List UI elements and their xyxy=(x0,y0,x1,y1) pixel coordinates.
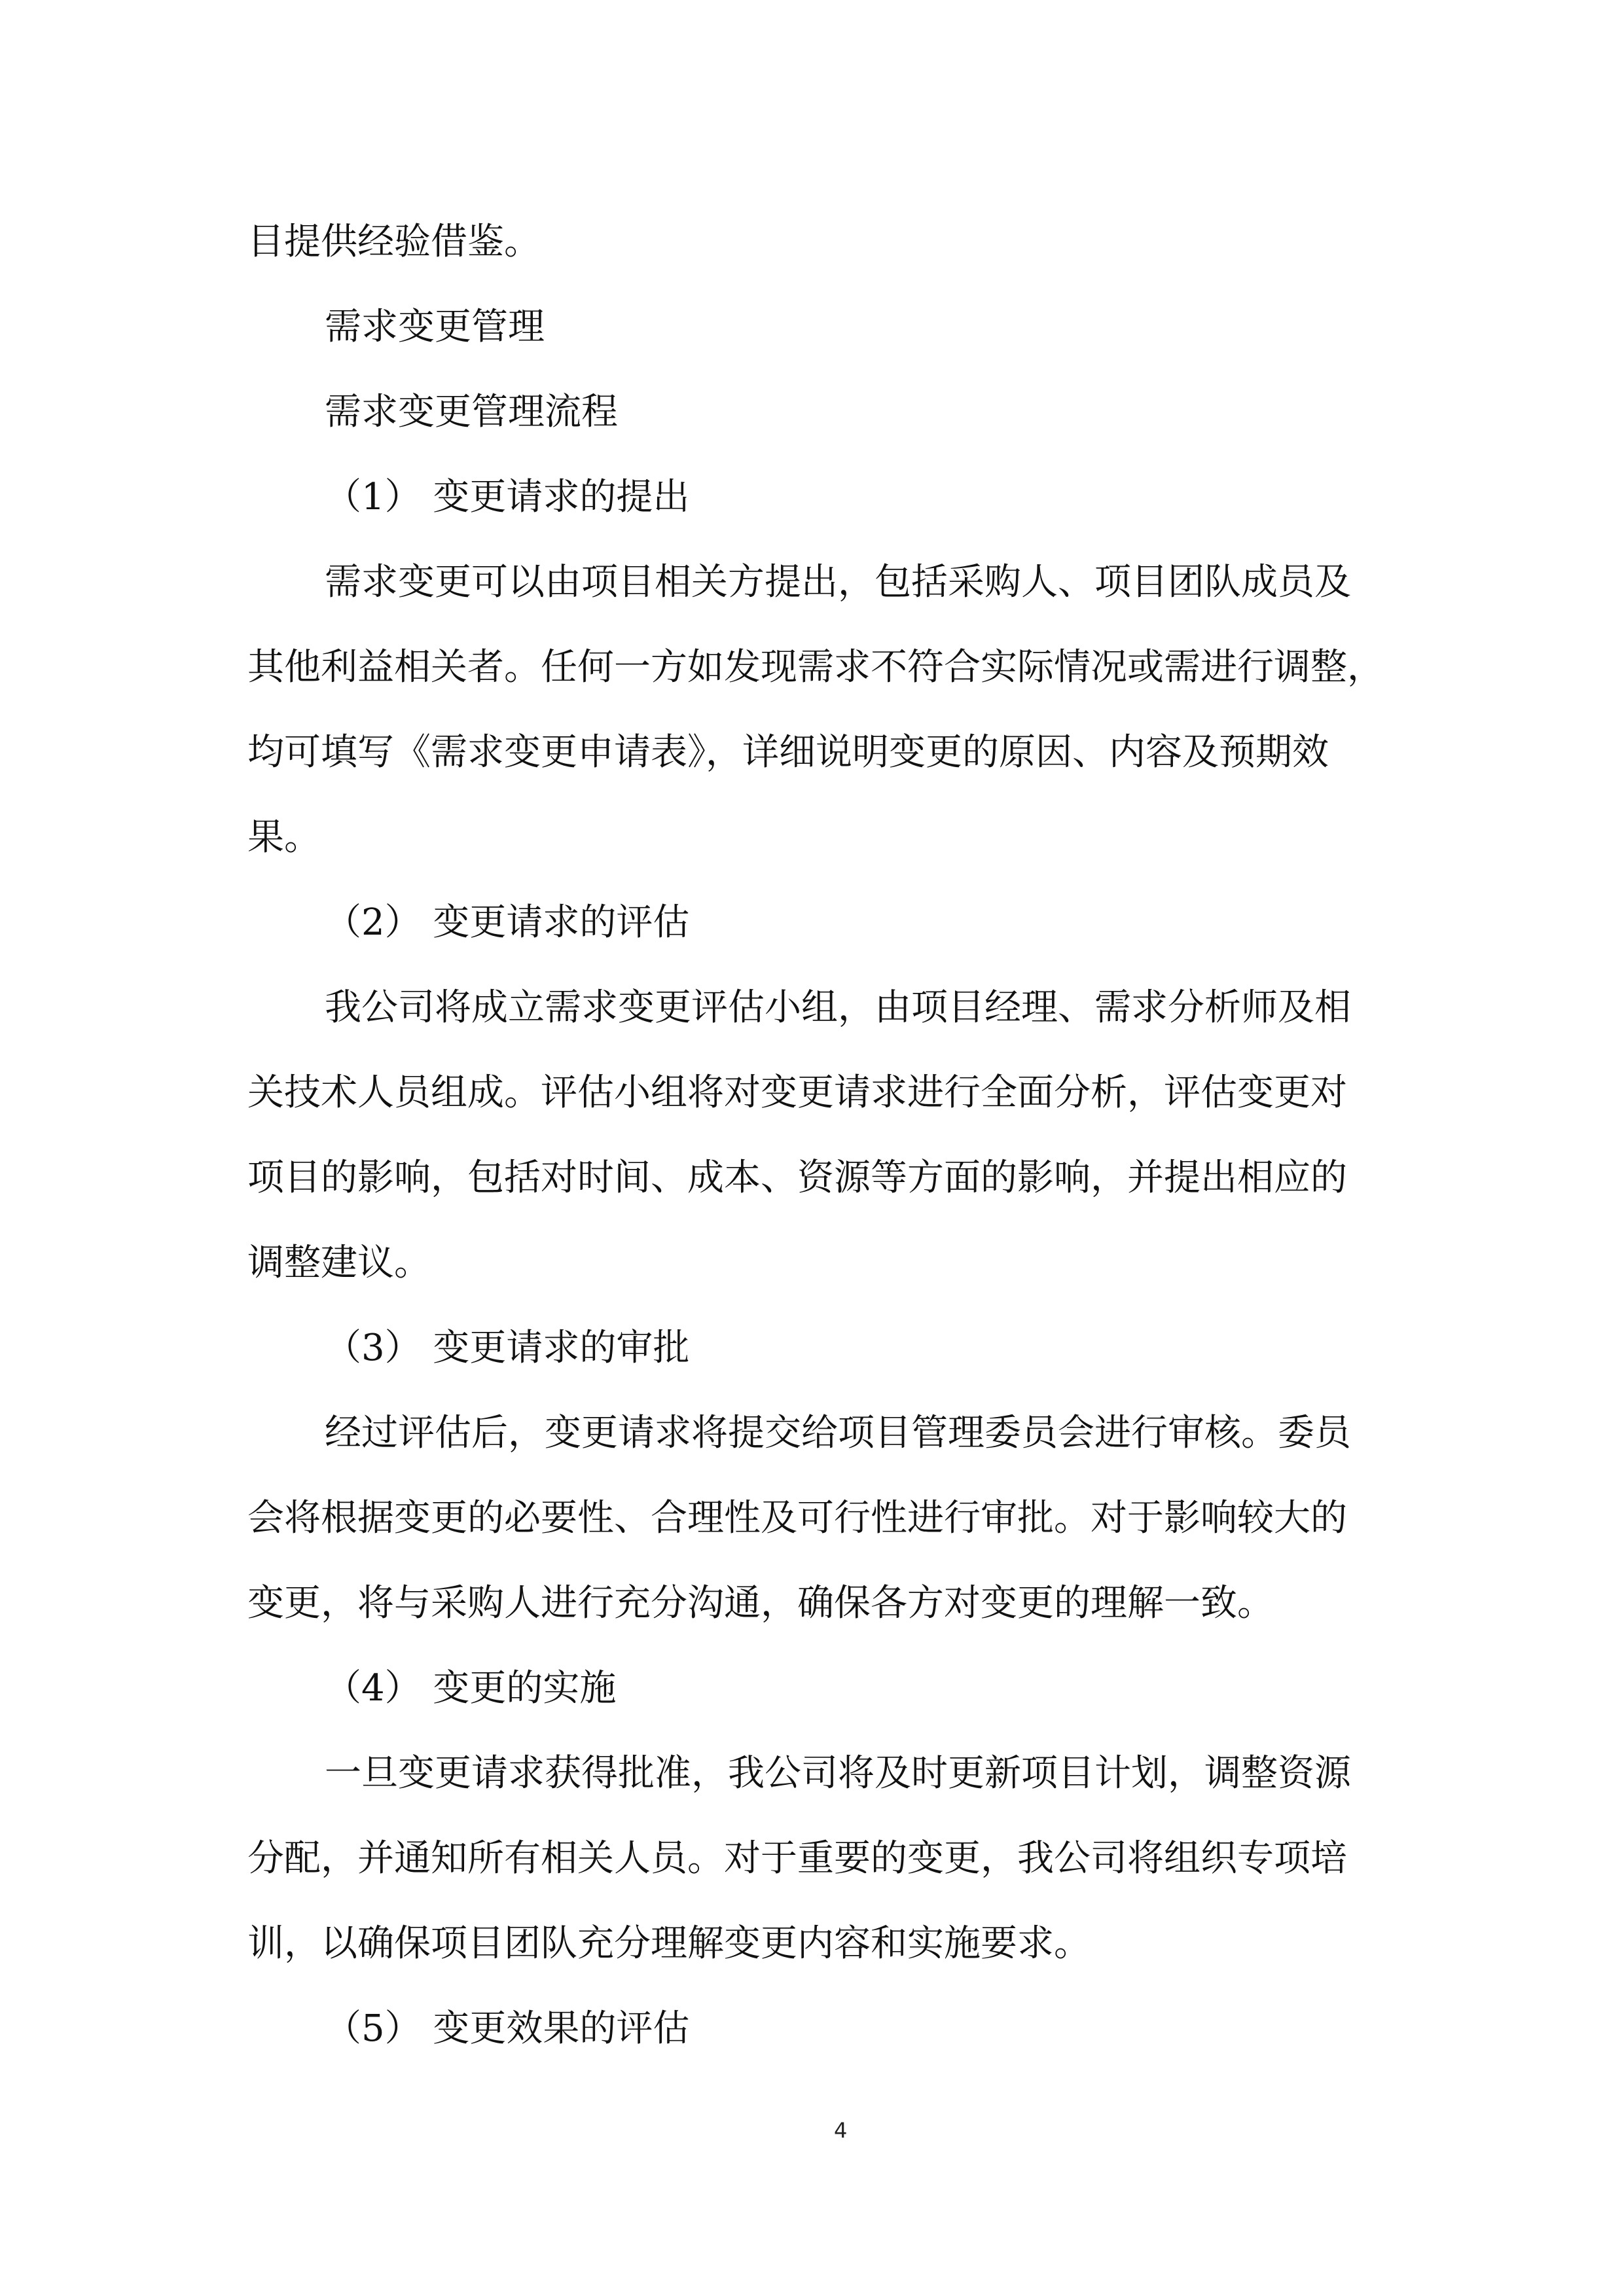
paragraph-line: 关技术人员组成。评估小组将对变更请求进行全面分析，评估变更对 xyxy=(247,1071,1347,1114)
paragraph-line: 调整建议。 xyxy=(247,1242,431,1284)
section-heading: 需求变更管理 xyxy=(325,306,545,348)
paragraph-line: 我公司将成立需求变更评估小组，由项目经理、需求分析师及相 xyxy=(325,986,1351,1029)
paragraph-line: 分配，并通知所有相关人员。对于重要的变更，我公司将组织专项培 xyxy=(247,1837,1347,1880)
subsection-heading: 需求变更管理流程 xyxy=(325,391,618,433)
paragraph-line: 会将根据变更的必要性、合理性及可行性进行审批。对于影响较大的 xyxy=(247,1497,1347,1539)
paragraph-line: 项目的影响，包括对时间、成本、资源等方面的影响，并提出相应的 xyxy=(247,1157,1347,1199)
paragraph-line: 训，以确保项目团队充分理解变更内容和实施要求。 xyxy=(247,1922,1091,1965)
paragraph-line: 一旦变更请求获得批准，我公司将及时更新项目计划，调整资源 xyxy=(325,1752,1351,1795)
paragraph-line: 果。 xyxy=(247,816,321,859)
paragraph-line: 其他利益相关者。任何一方如发现需求不符合实际情况或需进行调整， xyxy=(247,646,1384,689)
numbered-heading: （4） 变更的实施 xyxy=(325,1667,617,1710)
paragraph-line: 均可填写《需求变更申请表》，详细说明变更的原因、内容及预期效 xyxy=(247,731,1329,774)
numbered-heading: （3） 变更请求的审批 xyxy=(325,1327,690,1369)
numbered-heading: （2） 变更请求的评估 xyxy=(325,901,690,944)
paragraph-line: 经过评估后，变更请求将提交给项目管理委员会进行审核。委员 xyxy=(325,1412,1351,1454)
numbered-heading: （1） 变更请求的提出 xyxy=(325,476,690,518)
numbered-heading: （5） 变更效果的评估 xyxy=(325,2007,690,2050)
paragraph-line: 需求变更可以由项目相关方提出，包括采购人、项目团队成员及 xyxy=(325,561,1351,603)
paragraph-line: 变更，将与采购人进行充分沟通，确保各方对变更的理解一致。 xyxy=(247,1582,1274,1624)
paragraph-line: 目提供经验借鉴。 xyxy=(247,221,541,263)
page-number: 4 xyxy=(834,2118,848,2143)
